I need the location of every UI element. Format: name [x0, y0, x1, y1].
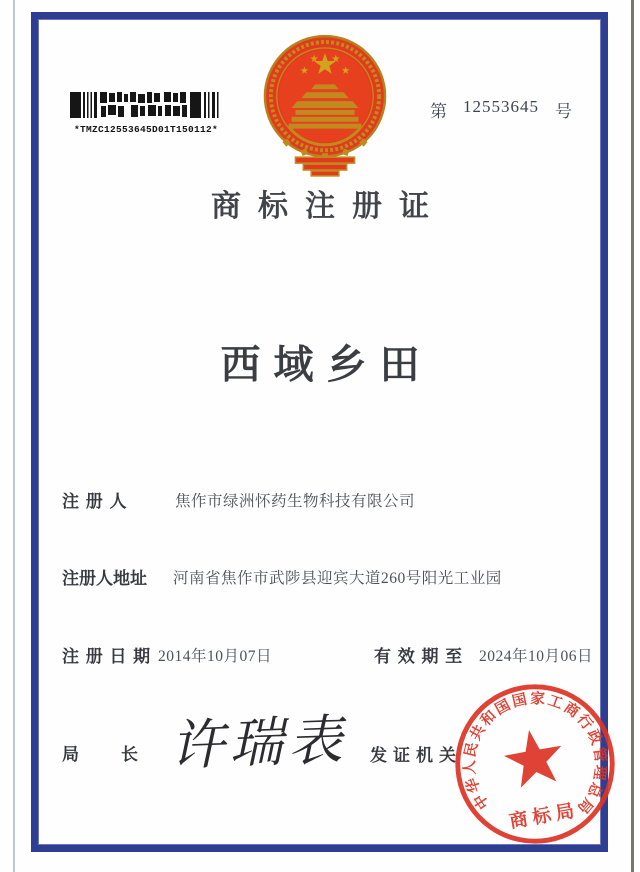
registrant-value: 焦作市绿洲怀药生物科技有限公司 — [175, 493, 416, 510]
certificate-number — [430, 97, 572, 122]
number-suffix: 号 — [555, 102, 572, 121]
registrant-address-label: 注册人地址 — [62, 569, 147, 588]
official-seal — [435, 664, 634, 863]
registration-date-label: 注 册 日 期 — [62, 647, 151, 666]
registrant-address-value: 河南省焦作市武陟县迎宾大道260号阳光工业园 — [173, 570, 502, 587]
national-emblem-icon — [262, 31, 388, 181]
valid-until-value: 2024年10月06日 — [479, 648, 594, 665]
seal-bottom-text: 商标局 — [507, 798, 581, 832]
registration-date-value: 2014年10月07日 — [158, 648, 273, 665]
trademark-name: 西域乡田 — [220, 342, 433, 387]
director-label-char1: 局 — [62, 745, 79, 764]
seal-star-icon — [500, 725, 567, 790]
barcode-text: *TMZC12553645D01T150112* — [73, 124, 219, 135]
barcode-block — [69, 92, 223, 135]
number-value: 12553645 — [463, 97, 539, 116]
seal-ring-text: 中华人民共和国国家工商行政管理总局 — [462, 691, 609, 818]
barcode-image — [70, 92, 222, 118]
registrant-label: 注 册 人 — [62, 492, 127, 511]
scan-edge-right — [631, 0, 634, 872]
scan-edge-left — [13, 0, 15, 872]
director-signature: 许瑞表 — [169, 708, 349, 778]
director-label-char2: 长 — [121, 745, 138, 764]
number-prefix: 第 — [430, 102, 447, 121]
valid-until-label: 有 效 期 至 — [374, 647, 463, 666]
certificate-title: 商标注册证 — [211, 190, 446, 223]
issuing-authority-label: 发证机关 — [370, 746, 462, 765]
emblem-ribbon — [295, 157, 354, 176]
